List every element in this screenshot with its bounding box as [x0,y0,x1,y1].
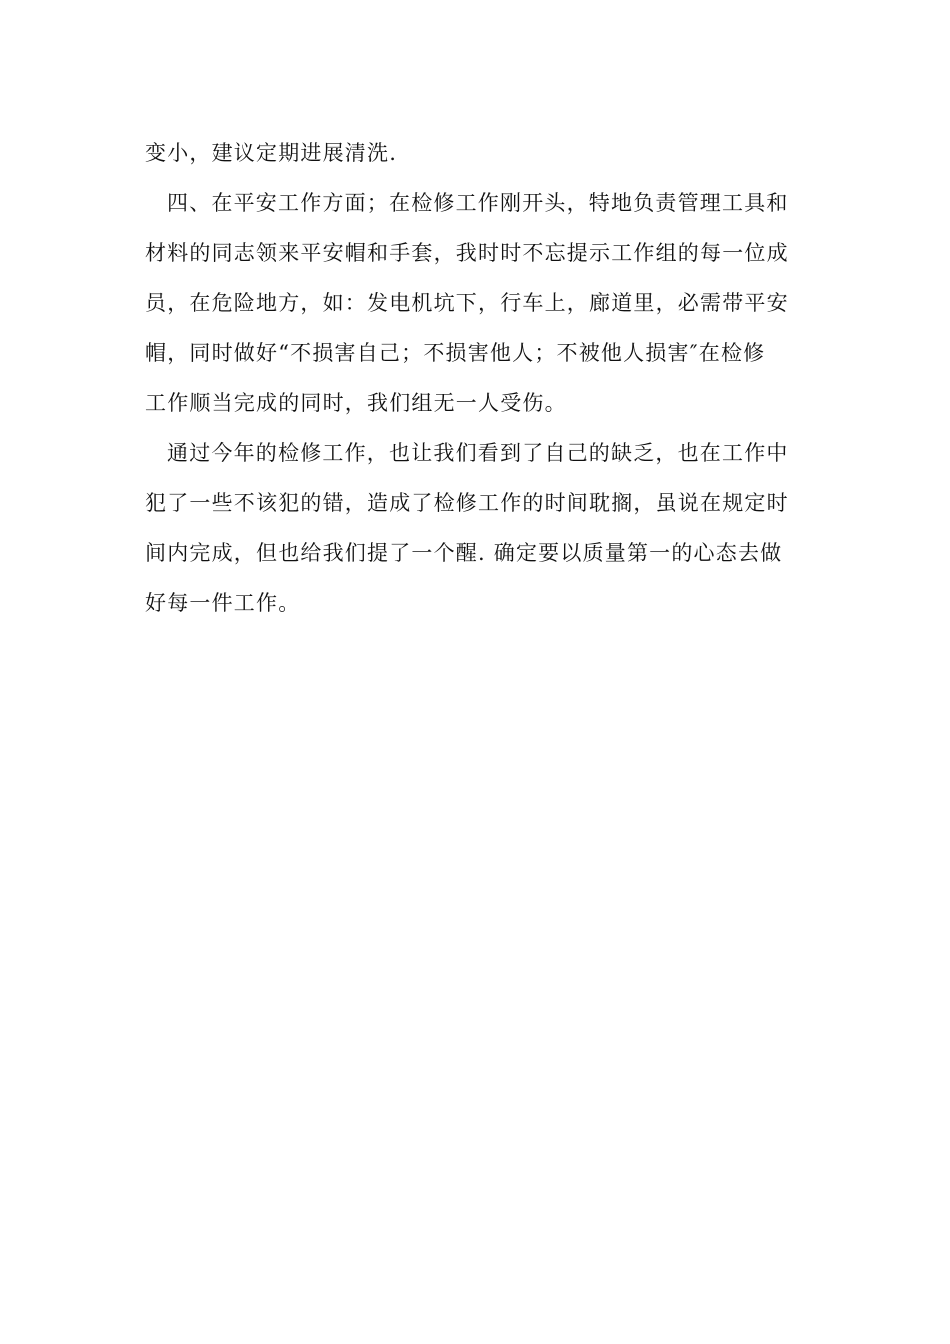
text-line: 通过今年的检修工作，也让我们看到了自己的缺乏，也在工作中 [167,441,789,465]
text-line: 犯了一些不该犯的错，造成了检修工作的时间耽搁，虽说在规定时 [145,491,789,515]
text-line: 员，在危险地方，如：发电机坑下，行车上，廊道里，必需带平安 [145,291,789,315]
text-line: 帽，同时做好“不损害自己；不损害他人；不被他人损害″在检修 [145,341,766,365]
document-body [145,128,810,628]
paragraph-cleaning-suggestion [145,128,810,178]
text-line: 好每一件工作。 [145,591,301,615]
text-line: 变小，建议定期进展清洗. [145,141,398,165]
paragraph-safety-work [145,178,810,428]
text-line: 四、在平安工作方面；在检修工作刚开头，特地负责管理工具和 [167,191,789,215]
text-line: 工作顺当完成的同时，我们组无一人受伤。 [145,391,567,415]
paragraph-summary [145,428,810,628]
text-line: 间内完成，但也给我们提了一个醒. 确定要以质量第一的心态去做 [145,541,783,565]
text-line: 材料的同志领来平安帽和手套，我时时不忘提示工作组的每一位成 [145,241,789,265]
